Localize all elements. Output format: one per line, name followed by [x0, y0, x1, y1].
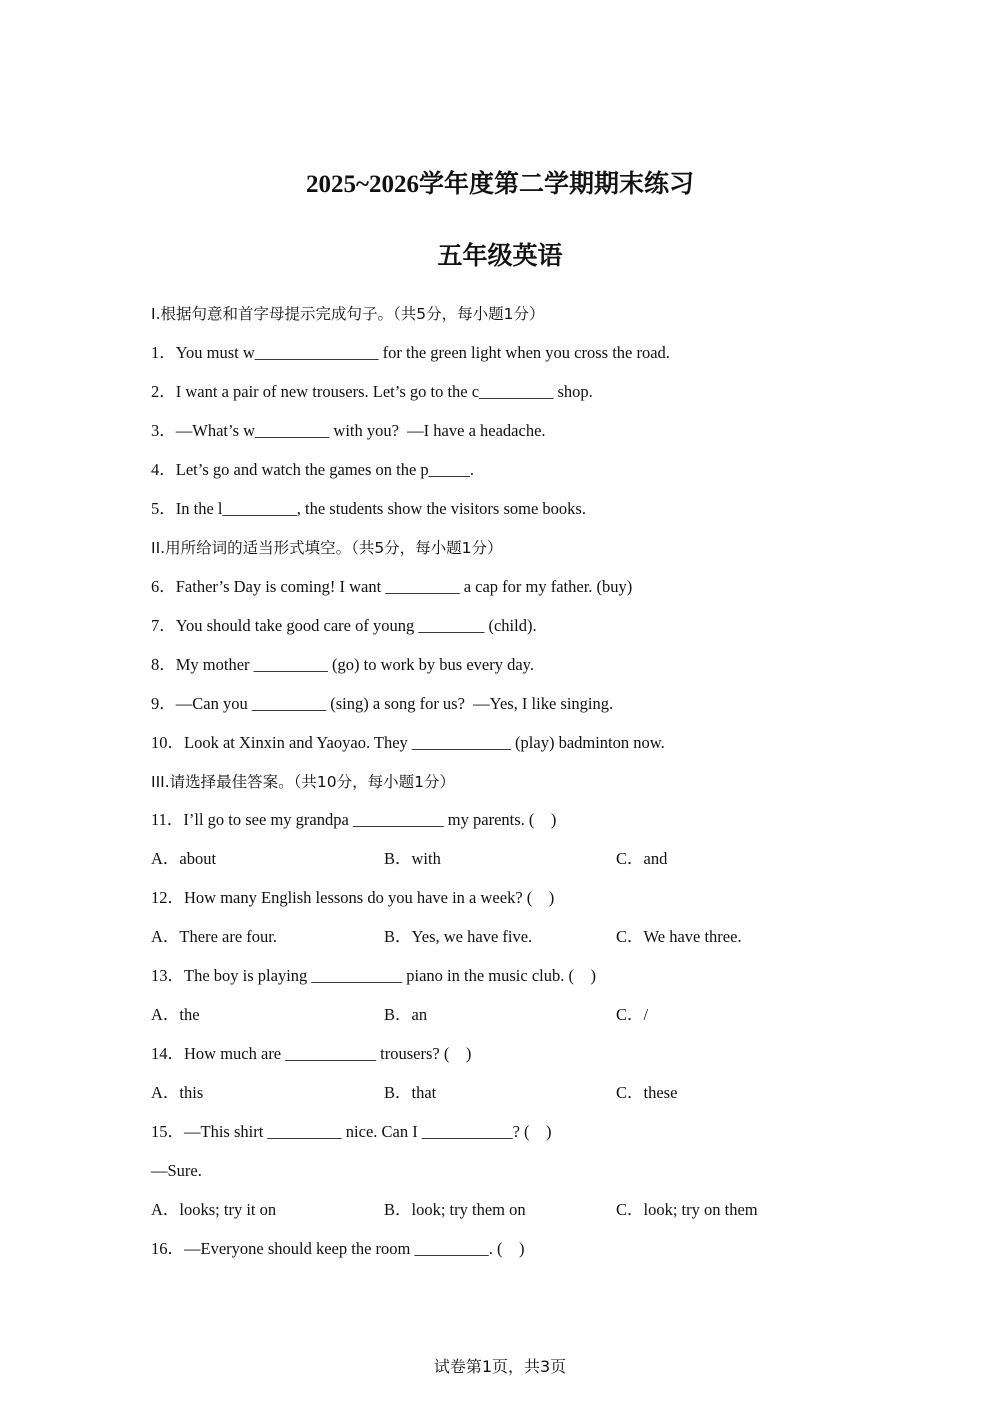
- question-11: 11．I’ll go to see my grandpa ___________ my parents. ( ): [151, 810, 557, 829]
- question-15: 15．—This shirt _________ nice. Can I ___________? ( ): [151, 1122, 552, 1141]
- question-8: 8．My mother _________ (go) to work by bus every day.: [151, 655, 534, 674]
- question-4: 4．Let’s go and watch the games on the p_____.: [151, 460, 475, 479]
- section-heading-3: III.请选择最佳答案。（共10分，每小题1分）: [151, 773, 455, 791]
- question-13: 13．The boy is playing ___________ piano in the music club. ( ): [151, 966, 596, 985]
- question-7: 7．You should take good care of young ________ (child).: [151, 616, 537, 635]
- option-a: A．about: [151, 849, 217, 868]
- option-a: A．There are four.: [151, 927, 277, 946]
- question-6: 6．Father’s Day is coming! I want _________ a cap for my father. (buy): [151, 577, 633, 596]
- question-9: 9．—Can you _________ (sing) a song for us? —Yes, I like singing.: [151, 694, 614, 713]
- option-b: B．Yes, we have five.: [384, 927, 533, 946]
- question-2: 2．I want a pair of new trousers. Let’s go to the c_________ shop.: [151, 382, 593, 401]
- option-b: B．an: [384, 1005, 428, 1024]
- option-b: B．with: [384, 849, 441, 868]
- page-title: 2025~2026学年度第二学期期末练习: [305, 171, 694, 198]
- question-14: 14．How much are ___________ trousers? ( ): [151, 1044, 472, 1063]
- option-b: B．that: [384, 1083, 437, 1102]
- question-10: 10．Look at Xinxin and Yaoyao. They ____________ (play) badminton now.: [151, 733, 665, 752]
- option-a: A．looks; try it on: [151, 1200, 277, 1219]
- question-15-reply: —Sure.: [151, 1161, 202, 1180]
- option-a: A．the: [151, 1005, 200, 1024]
- section-heading-2: II.用所给词的适当形式填空。（共5分，每小题1分）: [151, 539, 503, 557]
- option-c: C．these: [616, 1083, 678, 1102]
- section-heading-1: I.根据句意和首字母提示完成句子。（共5分，每小题1分）: [151, 305, 545, 323]
- question-16: 16．—Everyone should keep the room _________. ( ): [151, 1239, 525, 1258]
- question-12: 12．How many English lessons do you have in a week? ( ): [151, 888, 555, 907]
- option-b: B．look; try them on: [384, 1200, 526, 1219]
- option-c: C．/: [616, 1005, 649, 1024]
- option-c: C．and: [616, 849, 668, 868]
- question-3: 3．—What’s w_________ with you? —I have a headache.: [151, 421, 546, 440]
- question-1: 1．You must w_______________ for the green light when you cross the road.: [151, 343, 670, 362]
- question-5: 5．In the l_________, the students show the visitors some books.: [151, 499, 586, 518]
- option-a: A．this: [151, 1083, 204, 1102]
- option-c: C．look; try on them: [616, 1200, 758, 1219]
- option-c: C．We have three.: [616, 927, 742, 946]
- page-footer: 试卷第1页，共3页: [433, 1357, 567, 1376]
- page-subtitle: 五年级英语: [437, 243, 563, 270]
